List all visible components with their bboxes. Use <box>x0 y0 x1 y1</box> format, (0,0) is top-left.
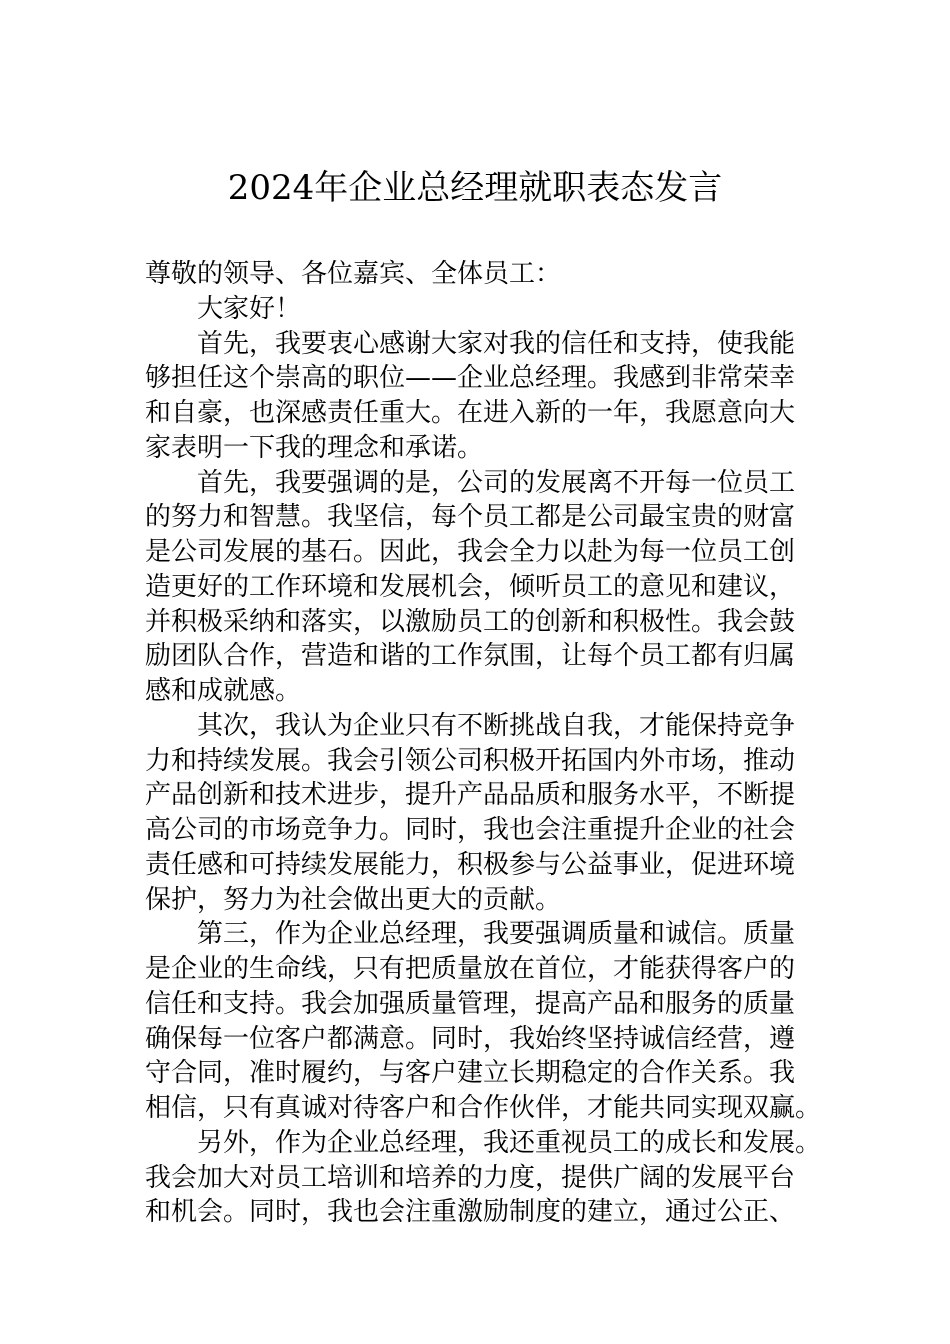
text-line: 信任和支持。我会加强质量管理，提高产品和服务的质量 <box>145 988 796 1019</box>
text-line: 另外，作为企业总经理，我还重视员工的成长和发展。 <box>197 1127 822 1158</box>
text-line: 感和成就感。 <box>145 676 302 706</box>
text-line: 我会加大对员工培训和培养的力度，提供广阔的发展平台 <box>145 1162 796 1193</box>
text-line: 高公司的市场竞争力。同时，我也会注重提升企业的社会 <box>145 815 796 845</box>
text-line: 和自豪，也深感责任重大。在进入新的一年，我愿意向大 <box>145 398 796 428</box>
text-line: 是企业的生命线，只有把质量放在首位，才能获得客户的 <box>145 954 796 984</box>
text-line: 是公司发展的基石。因此，我会全力以赴为每一位员工创 <box>145 537 796 567</box>
text-line: 尊敬的领导、各位嘉宾、全体员工： <box>145 259 562 289</box>
text-line: 确保每一位客户都满意。同时，我始终坚持诚信经营，遵 <box>145 1023 796 1054</box>
text-line: 相信，只有真诚对待客户和合作伙伴，才能共同实现双赢。 <box>145 1093 822 1123</box>
text-line: 并积极采纳和落实，以激励员工的创新和积极性。我会鼓 <box>145 606 796 637</box>
text-line: 够担任这个崇高的职位——企业总经理。我感到非常荣幸 <box>145 363 796 394</box>
text-line: 产品创新和技术进步，提升产品品质和服务水平，不断提 <box>145 780 796 811</box>
text-line: 造更好的工作环境和发展机会，倾听员工的意见和建议， <box>145 571 796 602</box>
text-line: 守合同，准时履约，与客户建立长期稳定的合作关系。我 <box>145 1058 796 1089</box>
text-line: 首先，我要衷心感谢大家对我的信任和支持，使我能 <box>197 328 796 359</box>
text-line: 大家好！ <box>197 293 302 324</box>
text-line: 第三，作为企业总经理，我要强调质量和诚信。质量 <box>197 919 796 950</box>
text-line: 其次，我认为企业只有不断挑战自我，才能保持竞争 <box>197 710 796 741</box>
text-line: 和机会。同时，我也会注重激励制度的建立，通过公正、 <box>145 1197 796 1228</box>
text-line: 保护，努力为社会做出更大的贡献。 <box>145 884 562 915</box>
text-line: 首先，我要强调的是，公司的发展离不开每一位员工 <box>197 467 796 498</box>
text-line: 励团队合作，营造和谐的工作氛围，让每个员工都有归属 <box>145 641 796 672</box>
text-line: 的努力和智慧。我坚信，每个员工都是公司最宝贵的财富 <box>145 502 796 533</box>
text-line: 家表明一下我的理念和承诺。 <box>145 432 484 463</box>
document-body <box>145 257 845 1230</box>
text-line: 责任感和可持续发展能力，积极参与公益事业，促进环境 <box>145 849 796 880</box>
document-title: 2024年企业总经理就职表态发言 <box>227 168 723 208</box>
text-line: 力和持续发展。我会引领公司积极开拓国内外市场，推动 <box>145 745 796 776</box>
